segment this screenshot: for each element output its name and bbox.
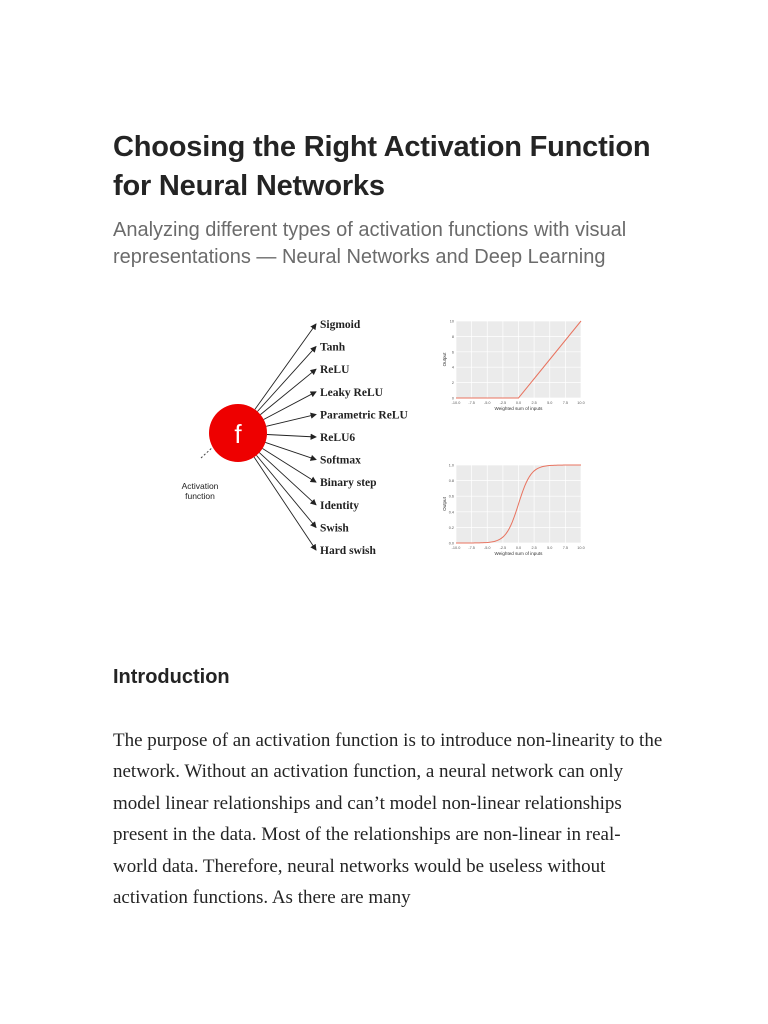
x-tick-label: -2.5 xyxy=(499,401,507,405)
y-tick-label: 0.4 xyxy=(448,510,454,515)
activation-diagram xyxy=(113,300,673,590)
y-tick-label: 10 xyxy=(449,319,454,324)
function-label-relu: ReLU xyxy=(320,364,350,377)
relu-plot xyxy=(442,320,585,412)
arrow-2 xyxy=(260,369,316,414)
arrow-5 xyxy=(267,435,316,438)
function-label-softmax: Softmax xyxy=(320,454,361,467)
x-tick-label: -10.0 xyxy=(451,401,461,405)
article-title: Choosing the Right Activation Function for Neural Networks xyxy=(113,131,651,202)
y-tick-label: 2 xyxy=(451,381,454,386)
caption-line2: function xyxy=(185,491,215,501)
x-tick-label: 7.5 xyxy=(562,401,569,405)
article-subtitle: Analyzing different types of activation functions with visual representations — Neural Networks and Deep Learning xyxy=(113,219,627,268)
y-tick-label: 0.0 xyxy=(448,541,454,546)
arrow-8 xyxy=(259,453,316,505)
x-tick-label: 2.5 xyxy=(531,401,537,405)
function-label-parametric-relu: Parametric ReLU xyxy=(320,409,408,422)
y-tick-label: 4 xyxy=(451,365,454,370)
x-tick-label: -5.0 xyxy=(483,546,491,550)
arrow-6 xyxy=(265,442,316,459)
function-symbol: f xyxy=(234,419,242,449)
arrow-7 xyxy=(263,449,317,483)
x-axis-label: Weighted sum of inputs xyxy=(494,551,543,556)
x-tick-label: 10.0 xyxy=(577,401,585,405)
function-label-hard-swish: Hard swish xyxy=(320,545,376,557)
function-label-sigmoid: Sigmoid xyxy=(320,319,361,331)
y-tick-label: 0.2 xyxy=(448,525,454,530)
arrow-1 xyxy=(257,347,316,412)
caption-line1: Activation xyxy=(181,481,219,491)
x-tick-label: 0.0 xyxy=(515,401,522,405)
y-tick-label: 0.6 xyxy=(448,494,454,499)
arrow-4 xyxy=(266,414,316,426)
x-tick-label: 2.5 xyxy=(531,546,537,550)
function-label-relu6: ReLU6 xyxy=(320,432,356,444)
arrow-10 xyxy=(254,457,316,550)
x-tick-label: 7.5 xyxy=(562,546,569,550)
function-label-tanh: Tanh xyxy=(320,341,346,354)
x-tick-label: -7.5 xyxy=(468,401,475,405)
y-tick-label: 1.0 xyxy=(448,463,454,468)
x-tick-label: 0.0 xyxy=(515,546,522,550)
arrow-9 xyxy=(257,455,317,527)
diagram-labels xyxy=(320,319,409,557)
function-label-binary-step: Binary step xyxy=(320,477,377,490)
y-tick-label: 0.8 xyxy=(448,479,454,484)
x-axis-label: Weighted sum of inputs xyxy=(494,406,543,411)
function-label-identity: Identity xyxy=(320,499,359,512)
x-tick-label: -2.5 xyxy=(499,546,507,550)
x-tick-label: 10.0 xyxy=(577,546,585,550)
y-axis-label: Output xyxy=(442,497,447,511)
hero-figure xyxy=(113,300,673,590)
x-tick-label: 5.0 xyxy=(547,401,553,405)
function-label-swish: Swish xyxy=(320,522,349,535)
x-tick-label: -5.0 xyxy=(483,401,491,405)
x-tick-label: -7.5 xyxy=(468,546,475,550)
y-axis-label: Output xyxy=(442,352,447,367)
section-heading: Introduction xyxy=(113,666,230,688)
function-label-leaky-relu: Leaky ReLU xyxy=(320,386,383,399)
x-tick-label: -10.0 xyxy=(451,546,461,550)
y-tick-label: 8 xyxy=(451,334,454,339)
y-tick-label: 6 xyxy=(451,350,454,355)
sigmoid-plot xyxy=(442,464,585,557)
x-tick-label: 5.0 xyxy=(547,546,553,550)
y-tick-label: 0 xyxy=(451,396,454,401)
body-paragraph: The purpose of an activation function is to introduce non-linearity to the network. Without an activation function, a neural network can only model linear relationships and can’t model non-linear relationships present in the data. Most of the relationships are non-linear in real-world data. Therefore, neural networks would be useless without activation functions. As there are many xyxy=(113,730,663,909)
